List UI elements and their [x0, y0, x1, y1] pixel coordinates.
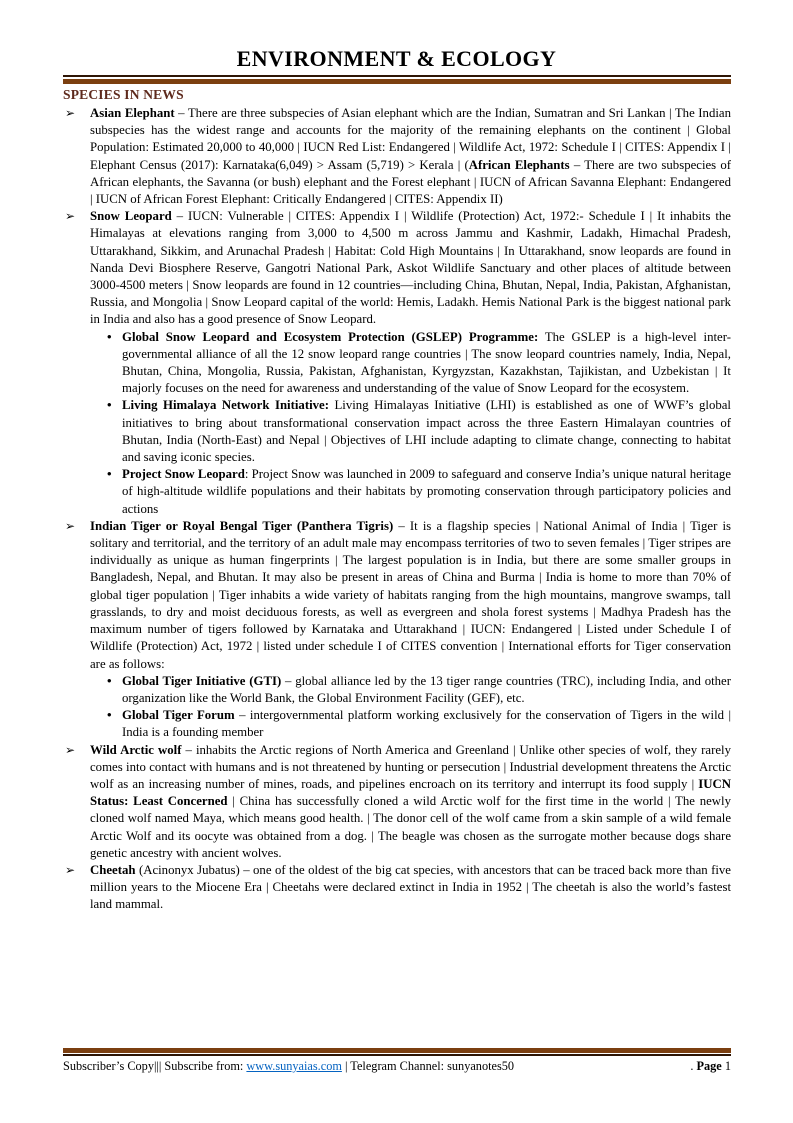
- divider-thick-line: [63, 79, 731, 84]
- arrow-bullet-icon: ➢: [65, 742, 76, 757]
- item-text: Asian Elephant – There are three subspecies of Asian elephant which are the Indian, Sumatran and Sri Lankan | The Indian subspecies has the widest range and accounts for the majority of the remaining elephants on the continent | Global Population: Estimated 20,000 to 40,000 | IUCN Red List: Endangered | Wildlife Act, 1972: Schedule I | CITES: Appendix I | Elephant Census (2017): Karnataka(6,049) > Assam (5,719) > Kerala | (African Elephants – There are two subspecies of African elephants, the Savanna (or bush) elephant and the Forest elephant | IUCN of African Savanna Elephant: Endangered | IUCN of African Forest Elephant: Critically Endangered | CITES: Appendix II): [90, 106, 732, 207]
- sub-item-project-snow-leopard: [100, 466, 731, 518]
- dot-bullet-icon: •: [107, 328, 112, 344]
- arrow-bullet-icon: ➢: [65, 862, 76, 877]
- list-item-indian-tiger: [63, 518, 731, 673]
- section-heading: SPECIES IN NEWS: [63, 87, 184, 102]
- document-body: [63, 87, 731, 914]
- sub-item-text: Project Snow Leopard: Project Snow was launched in 2009 to safeguard and conserve India’s unique natural heritage of high-altitude wildlife populations and their habitats by promoting conservation through participatory policies and actions: [122, 467, 731, 516]
- sub-item-living-himalaya: [100, 397, 731, 466]
- dot-bullet-icon: •: [107, 466, 112, 482]
- item-text: Snow Leopard – IUCN: Vulnerable | CITES: Appendix I | Wildlife (Protection) Act, 1972:- Schedule I | It inhabits the Himalayas at elevations ranging from 3,000 to 4,500 m across Jammu and Kashmir, Ladakh, Himachal Pradesh, Uttarakhand, Sikkim, and Arunachal Pradesh | Habitat: Cold High Mountains | In Uttarakhand, snow leopards are found in Nanda Devi Biosphere Reserve, Gangotri National Park, Askot Wildlife Sanctuary and other places of altitude between 3000-4500 meters | Snow leopards are found in 12 countries—including China, Bhutan, Nepal, India, Pakistan, Afghanistan, Russia, and Mongolia | Snow Leopard capital of the world: Hemis, Ladakh. Hemis National Park is the biggest national park in India and also has a good presence of Snow Leopard.: [90, 209, 731, 327]
- sub-item-global-tiger-forum: [100, 707, 731, 741]
- item-text: Wild Arctic wolf – inhabits the Arctic regions of North America and Greenland | Unlike other species of wolf, they rarely comes into contact with humans and is not threatened by hunting or persecution | Industrial development threatens the Arctic wolf as an increasing number of mines, roads, and pipelines encroach on its territory and interrupt its food supply | IUCN Status: Least Concerned | China has successfully cloned a wild Arctic wolf for the first time in the world | The newly cloned wolf named Maya, which means good health. | The donor cell of the wolf came from a skin sample of a wild female Arctic Wolf and its oocyte was obtained from a dog. | The beagle was chosen as the surrogate mother because dogs share genetic ancestry with ancient wolves.: [90, 742, 731, 860]
- sub-item-global-tiger-initiative: [100, 673, 731, 707]
- sub-item-text: Global Tiger Forum – intergovernmental platform working exclusively for the conservation of Tigers in the wild | India is a founding member: [122, 708, 732, 740]
- dot-bullet-icon: •: [107, 707, 112, 723]
- arrow-bullet-icon: ➢: [65, 209, 76, 224]
- footer-divider: [63, 1048, 731, 1056]
- list-item-wild-arctic-wolf: [63, 742, 731, 862]
- header-divider: [63, 75, 731, 84]
- page-footer: [63, 1048, 731, 1074]
- sub-item-gslep: [100, 329, 731, 398]
- footer-text-prefix: Subscriber’s Copy||| Subscribe from:: [63, 1059, 247, 1073]
- dot-bullet-icon: •: [107, 397, 112, 413]
- item-text: Indian Tiger or Royal Bengal Tiger (Panthera Tigris) – It is a flagship species | National Animal of India | Tiger is solitary and territorial, and the territory of an adult male may encompass territories of two to seven females | Tiger stripes are individually as unique as human fingerprints | The largest population is in India, but there are some smaller groups in Bangladesh, Nepal, and Bhutan. It may also be present in areas of China and Burma | India is home to more than 70% of global tiger population | Tiger inhabits a wide variety of habitats ranging from the high mountains, mangrove swamps, tall grasslands, to dry and moist deciduous forests, as well as evergreen and shola forest systems | Madhya Pradesh has the maximum number of tigers followed by Karnataka and Uttarakhand | IUCN: Endangered | Listed under Schedule I of Wildlife (Protection) Act, 1972 | listed under schedule I of CITES convention | International efforts for Tiger conservation are as follows:: [90, 518, 731, 671]
- list-item-asian-elephant: [63, 105, 731, 208]
- page-title: ENVIRONMENT & ECOLOGY: [236, 46, 557, 71]
- list-item-cheetah: [63, 862, 731, 914]
- dot-bullet-icon: •: [107, 672, 112, 688]
- subscribe-link[interactable]: www.sunyaias.com: [246, 1059, 342, 1073]
- footer-subscription-text: [63, 1059, 514, 1074]
- footer-text-suffix: | Telegram Channel: sunyanotes50: [341, 1059, 515, 1073]
- sub-item-text: Living Himalaya Network Initiative: Living Himalayas Initiative (LHI) is established as one of WWF’s global initiatives to bring about transformational conservation impact across the three Eastern Himalayan countries of Bhutan, India (North-East) and Nepal | Objectives of LHI include adapting to climate change, connecting to habitat and saving iconic species.: [122, 398, 731, 465]
- sub-item-text: Global Tiger Initiative (GTI) – global alliance led by the 13 tiger range countries (TRC), including India, and other organization like the World Bank, the Global Environment Facility (GEF), etc.: [122, 673, 732, 705]
- list-item-snow-leopard: [63, 208, 731, 328]
- sub-item-text: Global Snow Leopard and Ecosystem Protection (GSLEP) Programme: The GSLEP is a high-level inter-governmental alliance of all the 12 snow leopard range countries | The snow leopard countries namely, India, Nepal, Bhutan, China, Mongolia, Russia, Pakistan, Afghanistan, Kyrgyzstan, Kazakhstan, Tajikistan, and Uzbekistan | It majorly focuses on the need for awareness and understanding of the value of Snow Leopard for the ecosystem.: [122, 329, 732, 396]
- item-text: Cheetah (Acinonyx Jubatus) – one of the oldest of the big cat species, with ancestors that can be traced back more than five million years to the Miocene Era | Cheetahs were declared extinct in India in 1952 | The cheetah is also the world’s fastest land mammal.: [90, 862, 731, 912]
- arrow-bullet-icon: ➢: [65, 106, 76, 120]
- arrow-bullet-icon: ➢: [65, 518, 76, 533]
- page-number: . Page 1: [690, 1059, 731, 1073]
